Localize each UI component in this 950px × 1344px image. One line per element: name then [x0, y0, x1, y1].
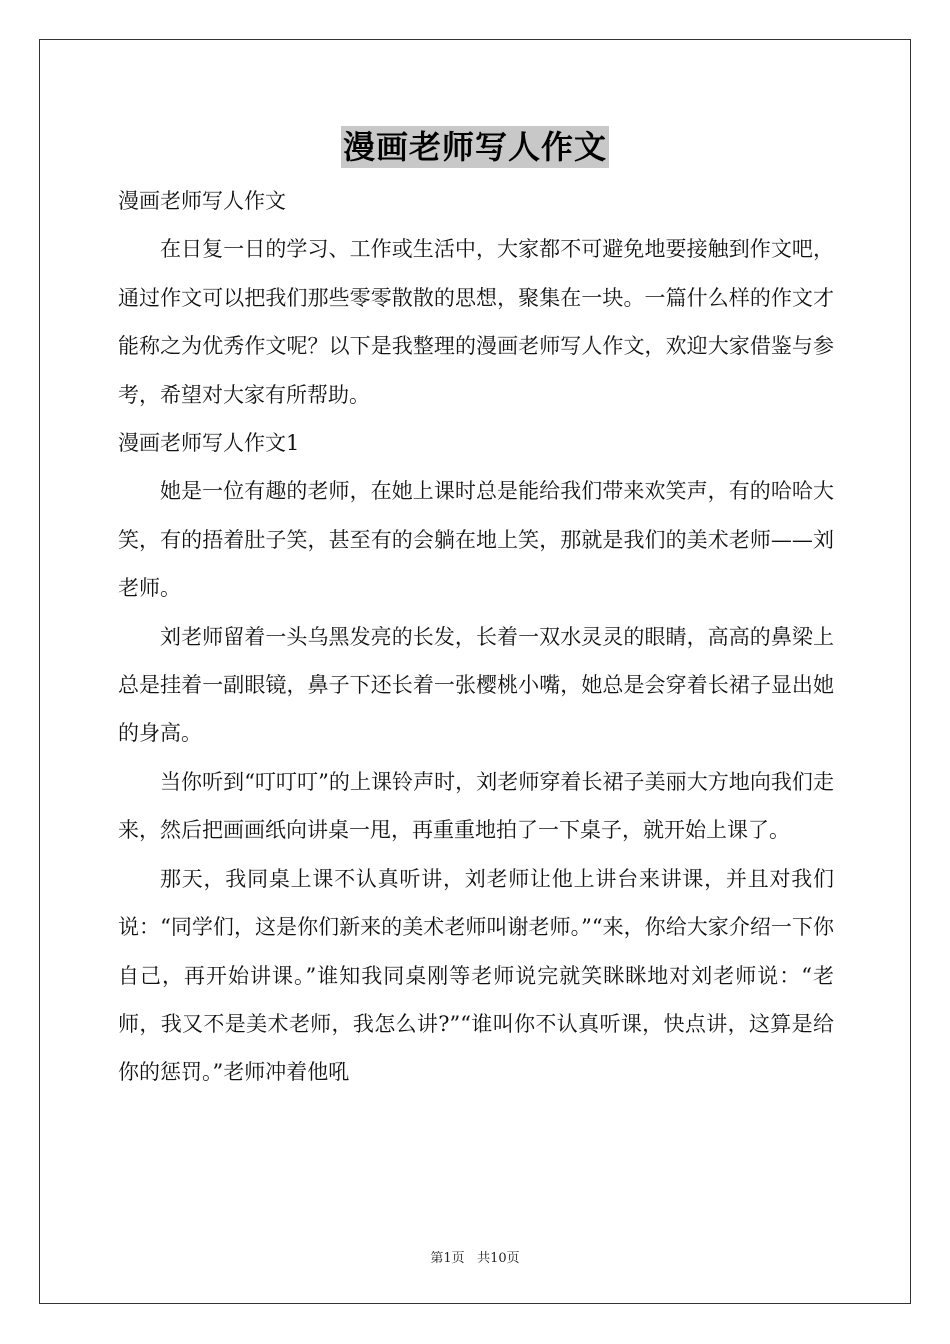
page-footer [0, 1247, 950, 1266]
paragraph: 漫画老师写人作文 [118, 189, 286, 213]
paragraph: 那天，我同桌上课不认真听讲，刘老师让他上讲台来讲课，并且对我们说：“同学们，这是你们新来的美术老师叫谢老师。”“来，你给大家介绍一下你自己，再开始讲课。”谁知我同桌刚等老师说完就笑眯眯地对刘老师说：“老师，我又不是美术老师，我怎么讲?”“谁叫你不认真听课，快点讲，这算是给你的惩罚。”老师冲着他吼 [118, 866, 834, 1085]
paragraph: 漫画老师写人作文1 [118, 431, 300, 456]
page-total: 共10页 [477, 1251, 520, 1266]
paragraph: 在日复一日的学习、工作或生活中，大家都不可避免地要接触到作文吧，通过作文可以把我们那些零零散散的思想，聚集在一块。一篇什么样的作文才能称之为优秀作文呢？以下是我整理的漫画老师写人作文，欢迎大家借鉴与参考，希望对大家有所帮助。 [118, 237, 834, 407]
paragraph: 当你听到“叮叮叮”的上课铃声时，刘老师穿着长裙子美丽大方地向我们走来，然后把画画纸向讲桌一甩，再重重地拍了一下桌子，就开始上课了。 [118, 769, 834, 843]
paragraph: 刘老师留着一头乌黑发亮的长发，长着一双水灵灵的眼睛，高高的鼻梁上总是挂着一副眼镜，鼻子下还长着一张樱桃小嘴，她总是会穿着长裙子显出她的身高。 [118, 624, 834, 746]
paragraph: 她是一位有趣的老师，在她上课时总是能给我们带来欢笑声，有的哈哈大笑，有的捂着肚子笑，甚至有的会躺在地上笑，那就是我们的美术老师——刘老师。 [118, 479, 834, 601]
document-body [118, 177, 834, 1097]
document-title: 漫画老师写人作文 [342, 128, 607, 166]
title-area [0, 126, 950, 168]
page-number: 第1页 [430, 1251, 465, 1266]
